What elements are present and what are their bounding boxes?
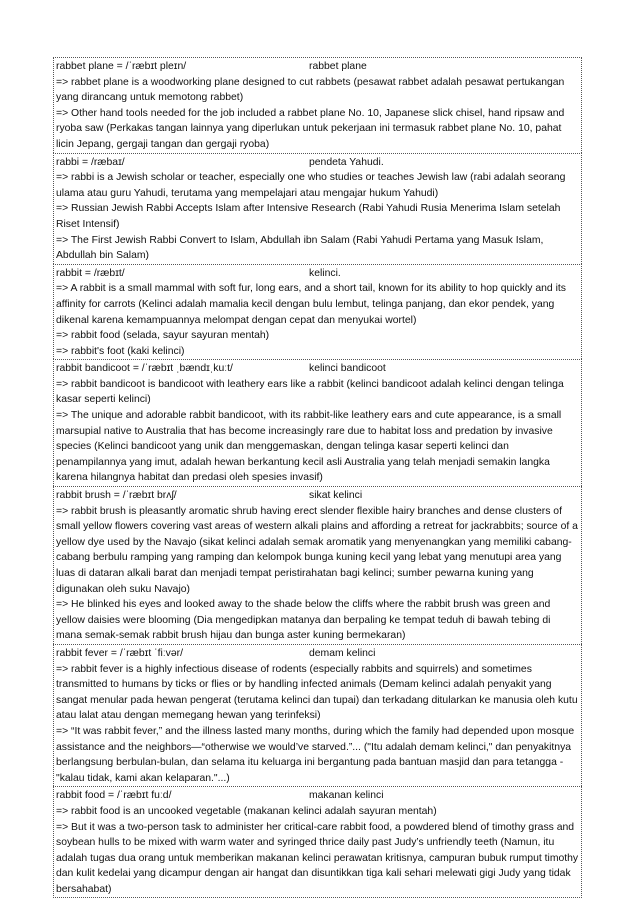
entry-header [56,488,579,504]
entry-line: => rabbet plane is a woodworking plane designed to cut rabbets (pesawat rabbet adalah pesawat pertukangan yang dirancang untuk memotong rabbet) [56,76,565,104]
entry-translation: sikat kelinci [309,490,363,502]
entry-line: => The unique and adorable rabbit bandicoot, with its rabbit-like leathery ears and cute appearance, is a small marsupial native to Australia that has become increasingly rare due to habitat loss and predation by invasive species (Kelinci bandicoot yang unik dan menggemaskan, dengan telinga kasar seperti kelinci dan penampilannya yang imut, adalah hewan berkantung kecil asli Australia yang telah menjadi semakin langka karena hilangnya habitat dan predasi oleh spesies invasif) [56,410,562,484]
entry-term: rabbit bandicoot = /ˈræbɪt ˌbændɪˌkuːt/ [56,363,233,375]
entry-line: => The First Jewish Rabbi Convert to Islam, Abdullah ibn Salam (Rabi Yahudi Pertama yang Masuk Islam, Abdullah bin Salam) [56,234,544,262]
entry-header [56,361,579,377]
entry-term: rabbi = /ræbaɪ/ [56,156,125,168]
entry-header [56,266,579,282]
entry-term: rabbit = /ræbɪt/ [56,267,125,279]
entry-term: rabbet plane = /ˈræbɪt pleɪn/ [56,61,187,72]
entry-header [56,155,579,171]
entry-line: => He blinked his eyes and looked away to the shade below the cliffs where the rabbit brush was green and yellow daisies were blooming (Dia mengedipkan matanya dan berpaling ke tempat teduh di bawah tebing di mana semak-semak rabbit brush hijau dan bunga aster kuning bermekaran) [56,599,551,642]
entry-rabbi [53,153,582,264]
entry-term: rabbit food = /ˈræbɪt fuːd/ [56,790,172,802]
entry-line: => rabbit food (selada, sayur sayuran mentah) [56,330,270,342]
entry-line: => A rabbit is a small mammal with soft fur, long ears, and a short tail, known for its ability to hop quickly and its affinity for carrots (Kelinci adalah mamalia kecil dengan bulu lembut, telinga panjang, dan ekor pendek, yang dikenal karena kemampuannya melompat dengan cepat dan menyukai wortel) [56,283,566,326]
entry-rabbit-fever [53,644,582,786]
entry-header [56,646,579,662]
entry-rabbit-bandicoot [53,359,582,486]
entry-line: => “It was rabbit fever,” and the illness lasted many months, during which the family had depended upon mosque assistance and the neighbors—“otherwise we would’ve starved.”... ("Itu adalah demam kelinci," dan penyakitnya berlangsung berbulan-bulan, dan selama itu keluarga ini bergantung pada bantuan masjid dan para tetangga - "kalau tidak, kami akan kelaparan."...) [56,725,575,784]
entry-translation: kelinci. [309,267,341,279]
entry-translation: rabbet plane [309,61,367,72]
entry-line: => rabbit bandicoot is bandicoot with leathery ears like a rabbit (kelinci bandicoot adalah kelinci dengan telinga kasar seperti kelinci) [56,378,564,406]
entry-line: => rabbit's foot (kaki kelinci) [56,345,185,357]
entry-rabbet-plane [53,57,582,153]
entry-line: => Other hand tools needed for the job included a rabbet plane No. 10, Japanese slick chisel, hand ripsaw and ryoba saw (Perkakas tangan lainnya yang diperlukan untuk pekerjaan ini termasuk rabbet plane No. 10, pahat licin Jepang, gergaji tangan dan gergaji ryoba) [56,107,565,150]
entry-line: => rabbit food is an uncooked vegetable (makanan kelinci adalah sayuran mentah) [56,805,437,817]
entry-line: => Russian Jewish Rabbi Accepts Islam after Intensive Research (Rabi Yahudi Rusia Menerima Islam setelah Riset Intensif) [56,203,561,230]
entry-term: rabbit fever = /ˈræbɪt ˈfiːvər/ [56,647,183,659]
entry-rabbit-food [53,786,582,898]
entry-translation: kelinci bandicoot [309,363,386,375]
entry-translation: demam kelinci [309,647,376,659]
dictionary-page [53,57,582,898]
entry-line: => But it was a two-person task to administer her critical-care rabbit food, a powdered blend of timothy grass and soybean hulls to be mixed with warm water and syringed thrice daily past Judy’s unfriendly teeth (Namun, itu adalah tugas dua orang untuk memberikan makanan kelinci perawatan kritisnya, campuran bubuk rumput timothy dan kulit kedelai yang dicampur dengan air hangat dan disuntikkan tiga kali sehari melewati gigi Judy yang tidak bersahabat) [56,821,579,895]
entry-term: rabbit brush = /ˈræbɪt brʌʃ/ [56,490,177,502]
entry-header [56,788,579,804]
entry-rabbit-brush [53,486,582,644]
entry-line: => rabbi is a Jewish scholar or teacher, especially one who studies or teaches Jewish law (rabi adalah seorang ulama atau guru Yahudi, terutama yang mempelajari atau mengajar hukum Yahudi) [56,172,566,199]
entry-translation: pendeta Yahudi. [309,156,384,168]
entry-line: => rabbit brush is pleasantly aromatic shrub having erect slender flexible hairy branches and dense clusters of small yellow flowers covering vast areas of western alkali plains and affording a retreat for jackrabbits; source of a yellow dye used by the Navajo (sikat kelinci adalah semak aromatik yang menyenangkan yang memiliki cabang-cabang berbulu ramping yang ramping dan kelompok bunga kuning kecil yang lebat yang menutupi area yang luas di dataran alkali barat dan menjadi tempat peristirahatan bagi kelinci; sumber pewarna kuning yang digunakan oleh suku Navajo) [56,505,578,595]
entry-translation: makanan kelinci [309,790,384,802]
entry-rabbit [53,264,582,360]
entry-header [56,59,579,75]
entry-line: => rabbit fever is a highly infectious disease of rodents (especially rabbits and squirrels) and sometimes transmitted to humans by ticks or flies or by handling infected animals (Demam kelinci adalah penyakit yang sangat menular pada hewan pengerat (terutama kelinci dan tupai) dan terkadang ditularkan ke manusia oleh kutu atau lalat atau dengan memegang hewan yang terinfeksi) [56,663,578,722]
